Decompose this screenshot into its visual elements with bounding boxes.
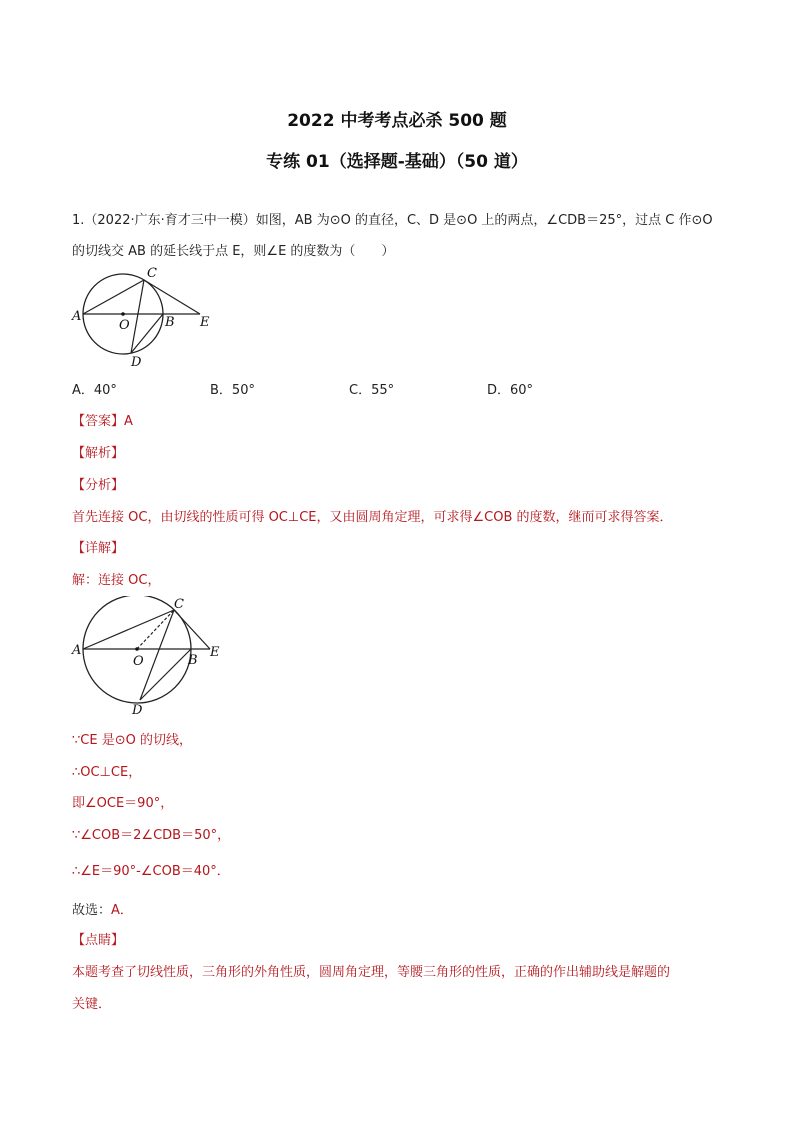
detail-step-1: ∵CE 是⊙O 的切线， [72,733,192,748]
question-text-line-2: 的切线交 AB 的延长线于点 E，则∠E 的度数为（ ） [72,244,395,259]
fenxi-tag: 【分析】 [72,478,125,493]
fenxi-text: 首先连接 OC，由切线的性质可得 OC⊥CE，又由圆周角定理，可求得∠COB 的度数，继而可求得答案． [72,510,673,525]
detail-figure-label-o: O [133,654,144,669]
detail-figure-line-ce [174,610,210,649]
detail-figure-line-ac [83,610,174,649]
figure-line-ac [83,280,144,314]
choice-value: A． [111,903,133,918]
figure-label-a: A [72,309,82,324]
question-figure [68,262,228,372]
comment-line-2: 关键． [72,997,112,1012]
document-subtitle: 专练 01（选择题-基础）（50 道） [266,152,528,172]
figure-label-b: B [165,315,175,330]
answer-value: A [124,414,133,429]
detail-figure-line-db [140,649,191,700]
option-b: B．50° [210,383,255,398]
choice-line [72,899,133,918]
detail-step-3: 即∠OCE＝90°， [72,796,174,811]
detail-figure [68,596,228,720]
detail-intro: 解：连接 OC， [72,573,161,588]
choice-prefix: 故选： [72,903,112,918]
detail-figure-label-b: B [188,653,198,668]
detail-figure-line-cd [140,610,174,700]
question-text-line-1: 1.（2022·广东·育才三中一模）如图，AB 为⊙O 的直径，C、D 是⊙O 上的两点，∠CDB＝25°，过点 C 作⊙O [72,213,713,228]
detail-figure-label-c: C [174,597,184,612]
comment-tag: 【点睛】 [72,933,125,948]
option-d: D．60° [487,383,534,398]
answer-tag: 【答案】 [72,414,125,429]
figure-label-e: E [200,315,210,330]
detail-step-2: ∴OC⊥CE， [72,765,142,780]
figure-label-d: D [131,355,142,370]
figure-center-point [121,312,125,316]
detail-figure-label-e: E [210,645,220,660]
detail-figure-label-a: A [72,643,82,658]
figure-label-c: C [147,266,157,281]
figure-line-ce [144,280,200,314]
detail-figure-line-oc [137,610,174,649]
option-c: C．55° [349,383,395,398]
detail-figure-center-point [135,647,139,651]
figure-line-cd [131,280,144,353]
detail-figure-label-d: D [132,703,143,718]
analysis-tag: 【解析】 [72,446,125,461]
answer-line [72,410,133,429]
detail-step-5: ∴∠E＝90°-∠COB＝40°． [72,864,230,879]
figure-label-o: O [119,318,130,333]
detail-tag: 【详解】 [72,541,125,556]
detail-step-4: ∵∠COB＝2∠CDB＝50°， [72,828,231,843]
comment-line-1: 本题考查了切线性质，三角形的外角性质，圆周角定理，等腰三角形的性质，正确的作出辅助线是解题的 [72,965,671,980]
option-a: A．40° [72,383,117,398]
document-title: 2022 中考考点必杀 500 题 [287,111,507,131]
